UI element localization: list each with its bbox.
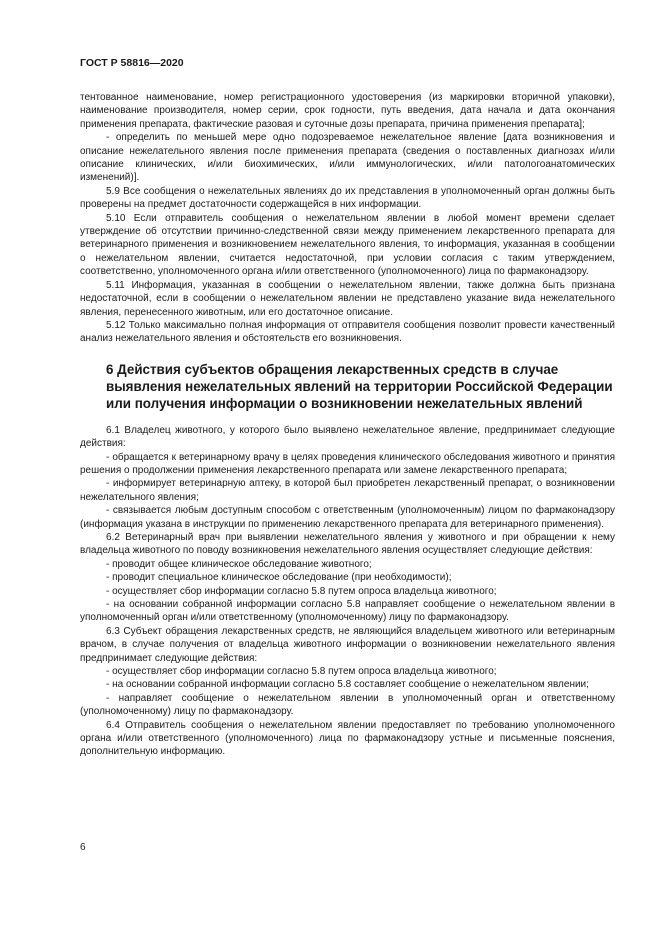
paragraph: - обращается к ветеринарному врачу в целях проведения клинического обследования животного и принятия решения о продолжении применения лекарственного препарата или замене лекарственного препарата; bbox=[80, 451, 615, 476]
paragraph: 6.3 Субъект обращения лекарственных средств, не являющийся владельцем животного или ветеринарным врачом, в случае получения от владельца животного информации о возникновении нежелательного явления предпринимает следующие действия: bbox=[80, 625, 615, 664]
page-content bbox=[80, 91, 615, 759]
paragraph: - связывается любым доступным способом с ответственным (уполномоченным) лицом по фармаконадзору (информация указана в инструкции по применению лекарственного препарата для ветеринарного применения). bbox=[80, 505, 615, 530]
paragraph: 5.10 Если отправитель сообщения о нежелательном явлении в любой момент времени сделает утверждение об отсутствии причинно-следственной связи между применением лекарственного препарата для ветеринарного применения и возникновением нежелательного явления, то информация, указанная в сообщении о нежелательном явлении, считается недостаточной, при условии согласия с таким утверждением, соответственно, уполномоченного органа и/или ответственного (уполномоченного) лица по фармаконадзору. bbox=[80, 212, 615, 278]
section-heading: 6 Действия субъектов обращения лекарственных средств в случае выявления нежелательных явлений на территории Российской Федерации или получения информации о возникновении нежелательных явлений bbox=[106, 361, 613, 411]
paragraph: 6.4 Отправитель сообщения о нежелательном явлении предоставляет по требованию уполномоченного органа и/или ответственного (уполномоченного) лица по фармаконадзору устные и письменные пояснения, дополнительную информацию. bbox=[80, 719, 615, 758]
paragraph: - осуществляет сбор информации согласно 5.8 путем опроса владельца животного; bbox=[106, 585, 497, 597]
paragraph: 5.12 Только максимально полная информация от отправителя сообщения позволит провести качественный анализ нежелательного явления и обстоятельств его возникновения. bbox=[80, 319, 615, 345]
paragraph: - на основании собранной информации согласно 5.8 составляет сообщение о нежелательном явлении; bbox=[106, 679, 589, 691]
paragraph-group-top bbox=[80, 91, 615, 346]
paragraph: - на основании собранной информации согласно 5.8 направляет сообщение о нежелательном явлении в уполномоченный орган и/или ответственному (уполномоченному) лицу по фармаконадзору. bbox=[80, 599, 615, 624]
paragraph: - проводит специальное клиническое обследование (при необходимости); bbox=[106, 572, 452, 584]
standard-header: ГОСТ Р 58816—2020 bbox=[80, 57, 184, 69]
paragraph: 6.1 Владелец животного, у которого было выявлено нежелательное явление, предпринимает следующие действия: bbox=[80, 424, 615, 450]
paragraph: - проводит общее клиническое обследование животного; bbox=[106, 558, 372, 570]
page-number: 6 bbox=[80, 842, 86, 853]
paragraph: 5.9 Все сообщения о нежелательных явлениях до их представления в уполномоченный орган должны быть проверены на предмет достаточности содержащейся в них информации. bbox=[80, 185, 615, 211]
paragraph: - направляет сообщение о нежелательном явлении в уполномоченный орган и ответственному (уполномоченному) лицу по фармаконадзору. bbox=[80, 692, 615, 718]
paragraph: - информирует ветеринарную аптеку, в которой был приобретен лекарственный препарат, о возникновении нежелательного явления; bbox=[80, 478, 615, 503]
paragraph: - определить по меньшей мере одно подозреваемое нежелательное явление [дата возникновения и описание нежелательного явления после применения препарата (сведения о поставленных диагнозах и/или описание клинических, и/или биохимических, и/или иммунологических, и/или патологоанатомических изменений)]. bbox=[80, 132, 615, 184]
paragraph-group-bottom bbox=[80, 424, 615, 759]
paragraph: 5.11 Информация, указанная в сообщении о нежелательном явлении, также должна быть признана недостаточной, если в сообщении о нежелательном явлении не представлено указание вида нежелательного явления, перенесенного животным, или его достаточное описание. bbox=[80, 279, 615, 318]
paragraph: - осуществляет сбор информации согласно 5.8 путем опроса владельца животного; bbox=[106, 666, 497, 678]
paragraph: 6.2 Ветеринарный врач при выявлении нежелательного явления у животного и при обращении к нему владельца животного по поводу возникновения нежелательного явления осуществляет следующие действия: bbox=[80, 531, 615, 557]
paragraph: тентованное наименование, номер регистрационного удостоверения (из маркировки вторичной упаковки), наименование производителя, номер серии, срок годности, путь введения, дата начала и дата окончания применения препарата, фактические разовая и суточные дозы препарата, причина применения препарата]; bbox=[80, 92, 615, 130]
